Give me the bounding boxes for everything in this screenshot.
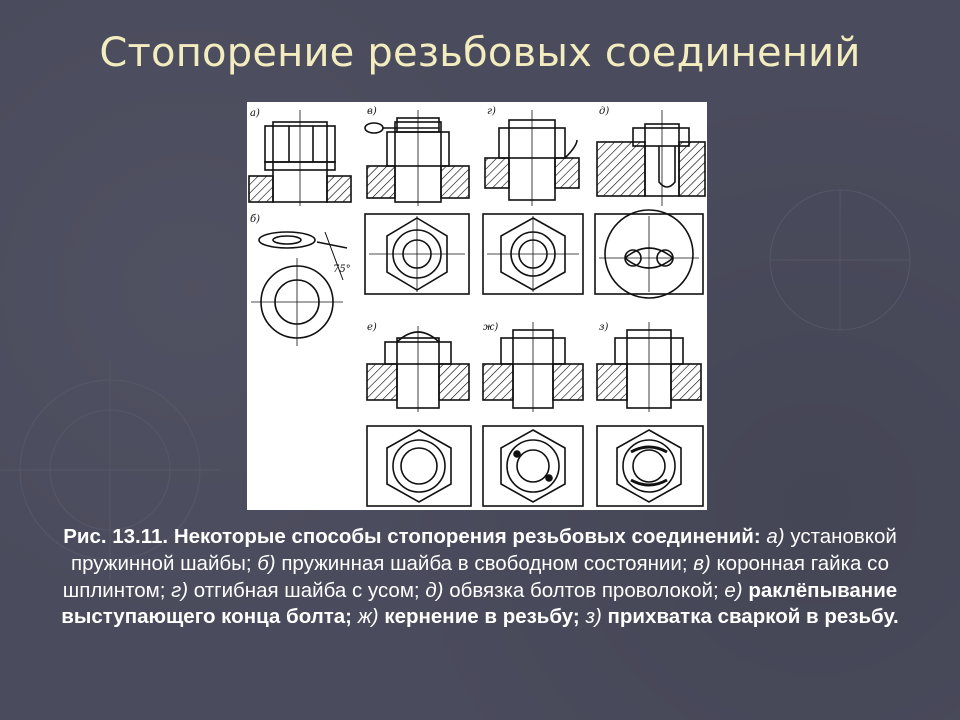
figure-caption xyxy=(40,524,920,631)
slide-title: Стопорение резьбовых соединений xyxy=(99,30,861,76)
caption-item-text: раклёпывание выступающего конца болта; xyxy=(61,578,898,629)
panel-g-side-view xyxy=(485,110,579,206)
caption-item-text: прихватка сваркой в резьбу. xyxy=(607,605,899,629)
caption-item-letter: а) xyxy=(766,525,785,548)
panel-zh-side-view xyxy=(483,322,583,412)
panel-b-spring-washer xyxy=(251,232,347,346)
technical-drawing-figure xyxy=(247,102,707,510)
caption-item-letter: з) xyxy=(585,605,602,629)
drawing-svg xyxy=(247,102,707,510)
angle-label: 75° xyxy=(333,264,351,275)
caption-item-letter: д) xyxy=(425,578,444,602)
caption-prefix: Рис. 13.11. Некоторые способы стопорения резьбовых соединений: xyxy=(63,525,761,548)
panel-z-top-view xyxy=(597,426,703,506)
caption-item-letter: в) xyxy=(693,551,711,575)
caption-item-text: коронная гайка со шплинтом; xyxy=(62,551,889,602)
label-b: б) xyxy=(250,214,261,225)
panel-d-side-view xyxy=(597,110,705,206)
panel-e-side-view xyxy=(367,326,469,412)
caption-item-letter: ж) xyxy=(357,605,379,629)
label-z: з) xyxy=(599,322,609,333)
panel-g-top-view xyxy=(483,214,583,294)
panel-z-side-view xyxy=(597,322,701,412)
caption-item-text: пружинная шайба в свободном состоянии; xyxy=(281,551,688,575)
panel-d-top-view xyxy=(595,210,703,298)
caption-item-letter: г) xyxy=(171,578,189,602)
label-zh: ж) xyxy=(483,322,499,333)
caption-item-text: установкой пружинной шайбы; xyxy=(70,525,897,575)
panel-v-top-view xyxy=(365,214,469,294)
caption-item-letter: е) xyxy=(724,578,743,602)
label-g: г) xyxy=(487,106,496,117)
caption-item-text: отгибная шайба с усом; xyxy=(193,578,420,602)
panel-zh-top-view xyxy=(483,426,583,506)
panel-v-side-view xyxy=(365,110,469,206)
panel-a-side-view xyxy=(249,110,351,206)
caption-item-letter: б) xyxy=(257,551,276,575)
caption-item-text: кернение в резьбу; xyxy=(384,605,580,629)
panel-e-top-view xyxy=(367,426,471,506)
caption-item-text: обвязка болтов проволокой; xyxy=(449,578,719,602)
label-v: в) xyxy=(367,106,377,117)
label-a: а) xyxy=(250,108,260,119)
label-d: д) xyxy=(599,106,610,117)
label-e: е) xyxy=(367,322,377,333)
